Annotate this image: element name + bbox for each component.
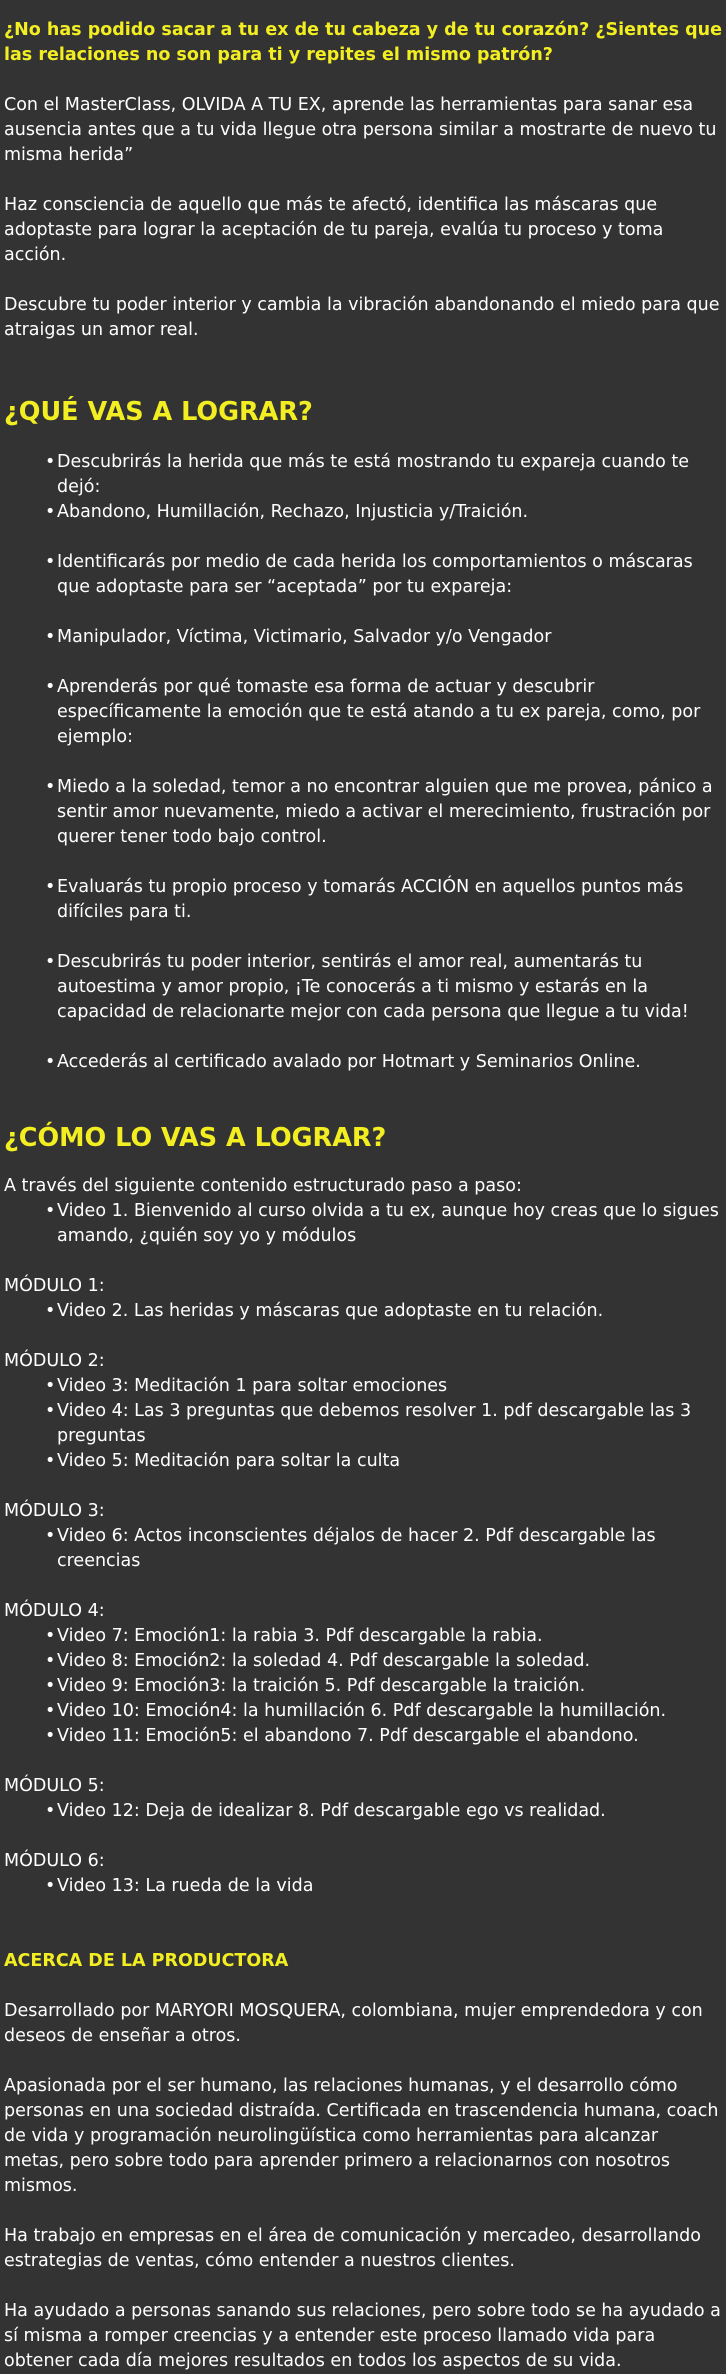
producer-paragraph: Desarrollado por MARYORI MOSQUERA, colombiana, mujer emprendedora y con deseos de enseñar a otros. xyxy=(4,2001,703,2046)
list-item: • Video 2. Las heridas y máscaras que adoptaste en tu relación. xyxy=(4,1299,722,1324)
list-item: • Video 3: Meditación 1 para soltar emociones xyxy=(4,1374,722,1399)
list-item: • Video 9: Emoción3: la traición 5. Pdf descargable la traición. xyxy=(4,1674,722,1699)
list-item: • Miedo a la soledad, temor a no encontrar alguien que me provea, pánico a sentir amor nuevamente, miedo a activar el merecimiento, frustración por querer tener todo bajo control. xyxy=(4,775,722,850)
module-title: MÓDULO 6: xyxy=(4,1851,105,1871)
list-item: • Video 1. Bienvenido al curso olvida a tu ex, aunque hoy creas que lo sigues amando, ¿quién soy yo y módulos xyxy=(4,1199,722,1249)
module-list xyxy=(4,1624,722,1749)
list-item: • Manipulador, Víctima, Victimario, Salvador y/o Vengador xyxy=(4,625,722,650)
achieve-list xyxy=(4,450,722,1075)
list-item: • Video 6: Actos inconscientes déjalos de hacer 2. Pdf descargable las creencias xyxy=(4,1524,722,1574)
module-list xyxy=(4,1874,722,1899)
list-item: • Descubrirás tu poder interior, sentirás el amor real, aumentarás tu autoestima y amor propio, ¡Te conocerás a ti mismo y estarás en la capacidad de relacionarte mejor con cada persona que llegue a tu vida! xyxy=(4,950,722,1025)
intro-paragraph: Con el MasterClass, OLVIDA A TU EX, aprende las herramientas para sanar esa ausencia antes que a tu vida llegue otra persona similar a mostrarte de nuevo tu misma herida” xyxy=(4,95,717,165)
list-item: • Video 11: Emoción5: el abandono 7. Pdf descargable el abandono. xyxy=(4,1724,722,1749)
how-title: ¿CÓMO LO VAS A LOGRAR? xyxy=(4,1123,387,1153)
list-item: • Descubrirás la herida que más te está mostrando tu expareja cuando te dejó: xyxy=(4,450,722,500)
module-list xyxy=(4,1374,722,1474)
module-title: MÓDULO 5: xyxy=(4,1776,105,1796)
list-item: • Identificarás por medio de cada herida los comportamientos o máscaras que adoptaste para ser “aceptada” por tu expareja: xyxy=(4,550,722,600)
list-item: • Accederás al certificado avalado por Hotmart y Seminarios Online. xyxy=(4,1050,722,1075)
how-intro-list xyxy=(4,1199,722,1249)
producer-paragraph: Ha trabajo en empresas en el área de comunicación y mercadeo, desarrollando estrategias de ventas, cómo entender a nuestros clientes. xyxy=(4,2226,701,2271)
module-list xyxy=(4,1799,722,1824)
intro-paragraph: Descubre tu poder interior y cambia la vibración abandonando el miedo para que atraigas un amor real. xyxy=(4,295,720,340)
producer-paragraph: Ha ayudado a personas sanando sus relaciones, pero sobre todo se ha ayudado a sí misma a romper creencias y a entender este proceso llamado vida para obtener cada día mejores resultados en todos los aspectos de su vida. xyxy=(4,2301,721,2371)
module-list xyxy=(4,1524,722,1574)
how-lead: A través del siguiente contenido estructurado paso a paso: xyxy=(4,1176,522,1196)
list-item: • Aprenderás por qué tomaste esa forma de actuar y descubrir específicamente la emoción que te está atando a tu ex pareja, como, por ejemplo: xyxy=(4,675,722,750)
intro-question: ¿No has podido sacar a tu ex de tu cabeza y de tu corazón? ¿Sientes que las relaciones no son para ti y repites el mismo patrón? xyxy=(4,20,723,65)
list-item: • Video 7: Emoción1: la rabia 3. Pdf descargable la rabia. xyxy=(4,1624,722,1649)
intro-paragraph: Haz consciencia de aquello que más te afectó, identifica las máscaras que adoptaste para lograr la aceptación de tu pareja, evalúa tu proceso y toma acción. xyxy=(4,195,664,265)
producer-paragraph: Apasionada por el ser humano, las relaciones humanas, y el desarrollo cómo personas en una sociedad distraída. Certificada en trascendencia humana, coach de vida y programación neurolingüística como herramientas para alcanzar metas, pero sobre todo para aprender primero a relacionarnos con nosotros mismos. xyxy=(4,2076,719,2196)
list-item: • Abandono, Humillación, Rechazo, Injusticia y/Traición. xyxy=(4,500,722,525)
list-item: • Video 12: Deja de idealizar 8. Pdf descargable ego vs realidad. xyxy=(4,1799,722,1824)
module-title: MÓDULO 1: xyxy=(4,1276,105,1296)
list-item: • Evaluarás tu propio proceso y tomarás ACCIÓN en aquellos puntos más difíciles para ti. xyxy=(4,875,722,925)
module-list xyxy=(4,1299,722,1324)
achieve-title: ¿QUÉ VAS A LOGRAR? xyxy=(4,397,313,427)
list-item: • Video 4: Las 3 preguntas que debemos resolver 1. pdf descargable las 3 preguntas xyxy=(4,1399,722,1449)
module-title: MÓDULO 2: xyxy=(4,1351,105,1371)
module-title: MÓDULO 3: xyxy=(4,1501,105,1521)
module-title: MÓDULO 4: xyxy=(4,1601,105,1621)
list-item: • Video 5: Meditación para soltar la culta xyxy=(4,1449,722,1474)
list-item: • Video 8: Emoción2: la soledad 4. Pdf descargable la soledad. xyxy=(4,1649,722,1674)
list-item: • Video 13: La rueda de la vida xyxy=(4,1874,722,1899)
list-item: • Video 10: Emoción4: la humillación 6. Pdf descargable la humillación. xyxy=(4,1699,722,1724)
producer-title: ACERCA DE LA PRODUCTORA xyxy=(4,1951,289,1971)
